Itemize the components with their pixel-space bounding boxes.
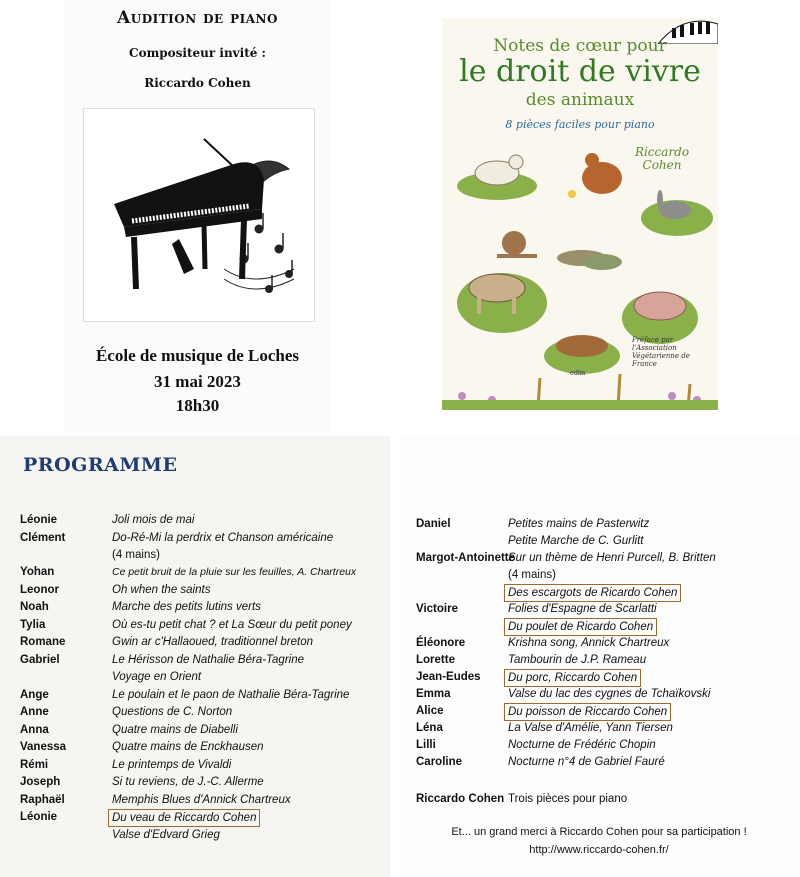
programme-page-left: PROGRAMME Léonie Joli mois de mai Clément Do-Ré-Mi la perdrix et Chanson américaine (4 mains) Yohan Ce petit bruit de la pluie sur les feuilles, A. Chartreux Leonor Oh when the saints Noah Marche des petits lutins verts Tylia Où es-tu petit chat ? et La Sœur du petit poney Romane Gwin ar c'Hallaoued, traditionnel breton Gabriel Le Hérisson de Nathalie Béra-Tagrine Voyage en Orient Ange Le poulain et le paon de Nathalie Béra-Tagrine Anne Questions de C. Norton Anna Quatre mains de Diabelli Vanessa Quatre mains de Enckhausen Rémi Le printemps de Vivaldi Joseph Si tu reviens, de J.-C. Allerme Raphaël Memphis Blues d'Annick Chartreux Léonie Du veau de Riccardo Cohen Valse d'Edvard Grieg [0, 436, 390, 877]
book-title-line2: le droit de vivre [459, 54, 701, 89]
programme-page-right: Daniel Petites mains de Pasterwitz Petite Marche de C. Gurlitt Margot-Antoinette Sur un thème de Henri Purcell, B. Britten (4 mains) Des escargots de Ricardo Cohen Victoire Folies d'Espagne de Scarlatti Du poulet de Ricardo Cohen Éléonore Krishna song, Annick Chartreux Lorette Tambourin de J.P. Rameau Jean-Eudes Du porc, Riccardo Cohen Emma Valse du lac des cygnes de Tchaïkovski Alice Du poisson de Riccardo Cohen Léna La Valse d'Amélie, Yann Tiersen Lilli Nocturne de Frédéric Chopin Caroline Nocturne n°4 de Gabriel Fauré Riccardo Cohen Trois pièces pour piano Et... un grand merci à Riccardo Cohen pour sa participation ! http://www.riccardo-cohen.fr/ [398, 436, 800, 877]
book-subtitle: 8 pièces faciles pour piano [505, 118, 655, 131]
book-title-line1: Notes de cœur pour [493, 36, 667, 56]
book-preface: Préface par l'Association Végétarienne de France [632, 336, 690, 368]
guest-composer-name: Riccardo Cohen [144, 76, 251, 90]
guest-composer-label: Compositeur invité : [129, 46, 266, 60]
venue: École de musique de Loches [95, 346, 300, 365]
poster-title: Audition de piano [117, 8, 278, 28]
book-title-line3: des animaux [525, 90, 635, 110]
programme-title: PROGRAMME [23, 454, 178, 476]
book-publisher: edita [570, 370, 586, 377]
thanks-line: Et... un grand merci à Riccardo Cohen pour sa participation ! [451, 826, 747, 838]
website-link[interactable]: http://www.riccardo-cohen.fr/ [529, 844, 669, 856]
book-author: Riccardo Cohen [634, 145, 690, 172]
piano-illustration [83, 108, 315, 322]
recital-poster [65, 0, 330, 432]
event-date: 31 mai 2023 [154, 372, 241, 391]
book-cover [442, 18, 718, 410]
event-time: 18h30 [175, 396, 220, 415]
